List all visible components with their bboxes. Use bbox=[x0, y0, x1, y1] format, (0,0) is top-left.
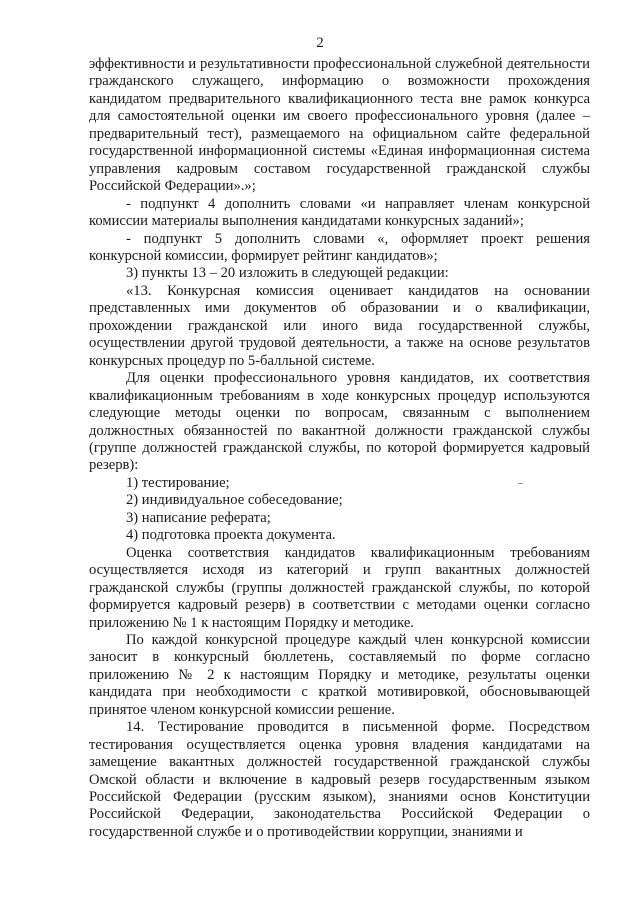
paragraph-subitem-4: - подпункт 4 дополнить словами «и направляет членам конкурсной комиссии материалы выполнения кандидатами конкурсных заданий»; bbox=[89, 195, 590, 230]
paragraph-clause-14: 14. Тестирование проводится в письменной форме. Посредством тестирования осуществляется оценка уровня владения кандидатами на замещение вакантных должностей государственной гражданской службы Омской области и включение в кадровый резерв государственным языком Российской Федерации (русским языком), знаниями основ Конституции Российской Федерации, законодательства Российской Федерации о государственной службе и о противодействии коррупции, знаниями и bbox=[89, 719, 590, 840]
paragraph-item-3: 3) пункты 13 – 20 изложить в следующей редакции: bbox=[126, 265, 449, 282]
paragraph-ballot: По каждой конкурсной процедуре каждый член конкурсной комиссии заносит в конкурсный бюллетень, составляемый по форме согласно приложению № 2 к настоящим Порядку и методике, результаты оценки кандидата при необходимости с краткой мотивировкой, обосновывающей принятое членом конкурсной комиссии решение. bbox=[89, 631, 590, 718]
paragraph-continuation: эффективности и результативности профессиональной служебной деятельности гражданского служащего, информацию о возможности прохождения кандидатом предварительного квалификационного теста вне рамок конкурса для самостоятельной оценки им своего профессионального уровня (далее – предварительный тест), размещаемого на официальном сайте федеральной государственной информационной системы «Единая информационная система управления кадровым составом государственной гражданской службы Российской Федерации».»; bbox=[89, 56, 590, 195]
paragraph-clause-13: «13. Конкурсная комиссия оценивает кандидатов на основании представленных ими документов об образовании и о квалификации, прохождении гражданской или иного вида государственной службы, осуществлении другой трудовой деятельности, а также на основе результатов конкурсных процедур по 5-балльной системе. bbox=[89, 282, 590, 369]
paragraph-subitem-5: - подпункт 5 дополнить словами «, оформляет проект решения конкурсной комиссии, формирует рейтинг кандидатов»; bbox=[89, 230, 590, 264]
page-number: 2 bbox=[316, 35, 324, 51]
paragraph-compliance-evaluation: Оценка соответствия кандидатов квалификационным требованиям осуществляется исходя из категорий и групп вакантных должностей гражданской службы (группы должностей гражданской службы, по которой формируется кадровый резерв) в соответствии с методами оценки согласно приложению № 1 к настоящим Порядку и методике. bbox=[89, 544, 590, 631]
paragraph-assessment-methods: Для оценки профессионального уровня кандидатов, их соответствия квалификационным требованиям в ходе конкурсных процедур используются следующие методы оценки по вопросам, связанным с выполнением должностных обязанностей по вакантной должности гражданской службы (группе должностей гражданской службы, по которой формируется кадровый резерв): bbox=[89, 370, 590, 474]
list-item-draft-document: 4) подготовка проекта документа. bbox=[126, 527, 336, 544]
list-item-testing: 1) тестирование; bbox=[126, 474, 230, 491]
list-item-essay: 3) написание реферата; bbox=[126, 509, 271, 526]
list-item-interview: 2) индивидуальное собеседование; bbox=[126, 492, 343, 509]
scan-artifact bbox=[518, 483, 523, 484]
document-body bbox=[89, 56, 590, 841]
